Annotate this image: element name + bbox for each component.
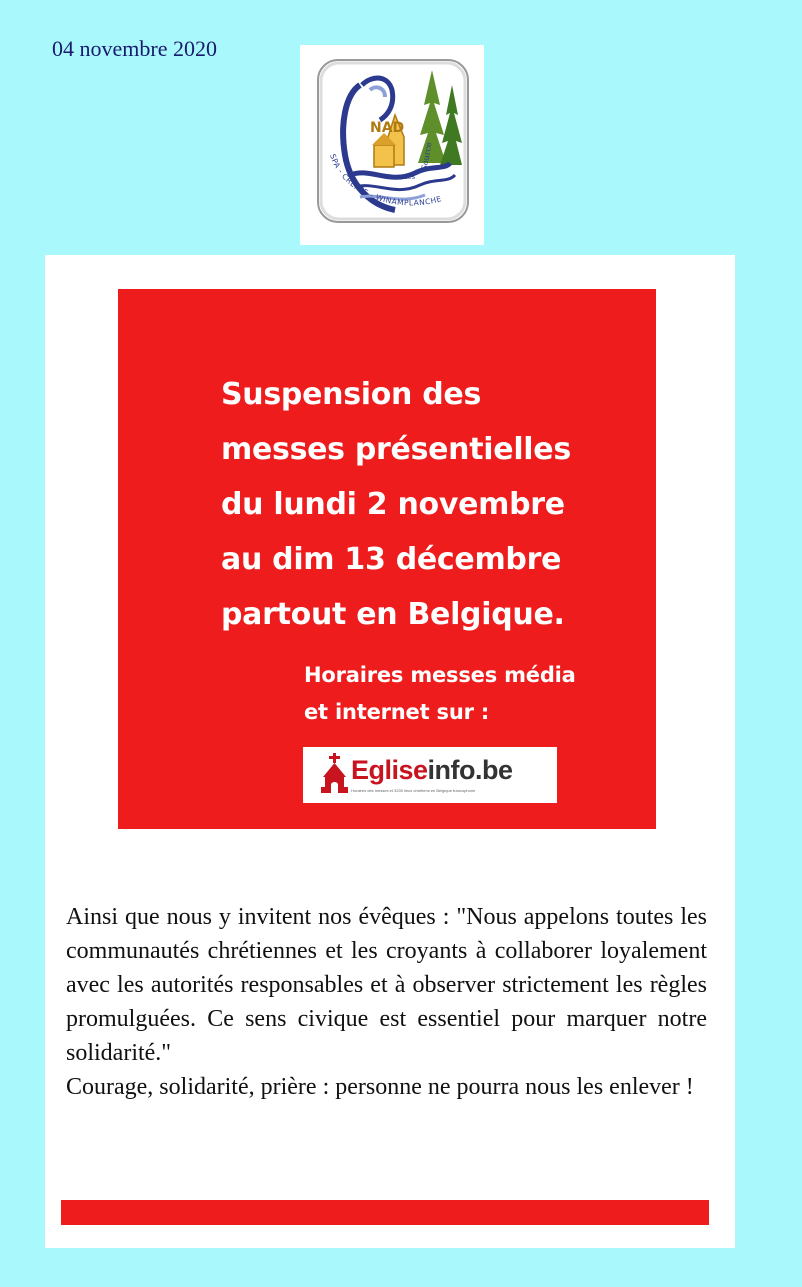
publication-date: 04 novembre 2020 [52,36,217,61]
church-icon [321,753,349,795]
announcement-poster [118,289,656,829]
egliseinfo-name-part1: Eglise [351,755,428,785]
egliseinfo-badge[interactable] [303,747,557,803]
headline-line: au dim 13 décembre [221,542,562,577]
headline-line: partout en Belgique. [221,597,565,632]
subheading-line: Horaires messes média [304,663,576,687]
logo-lettering-source: Source [419,141,434,172]
subheading-line: et internet sur : [304,700,490,724]
article-paragraph: Ainsi que nous y invitent nos évêques : "Nous appelons toutes les communautés chrétiennes et les croyants à collaborer loyalement avec les autorités responsables et à observer strictement les règles promulguées. Ce sens civique est essentiel pour marquer notre solidarité." [66,904,707,1066]
egliseinfo-name-part2: info.be [427,755,513,785]
parish-logo [300,45,484,245]
footer-red-bar: . [61,1200,709,1225]
headline-line: du lundi 2 novembre [221,487,565,522]
poster-headline [221,367,651,642]
article-paragraph: Courage, solidarité, prière : personne ne pourra nous les enlever ! [66,1074,694,1100]
headline-line: messes présentielles [221,432,571,467]
egliseinfo-tagline: Horaires des messes et 3200 lieux chrétiens en Belgique francophone [351,788,476,793]
egliseinfo-logo-text [351,754,513,786]
content-card [45,255,735,1248]
article-body [66,900,707,1104]
logo-lettering-villages: SPA - CREPPE - WINAMPLANCHE [328,152,443,208]
poster-subheading [304,657,644,731]
logo-lettering-nad: NAD [370,120,405,136]
headline-line: Suspension des [221,377,482,412]
logo-lettering-des: des [403,173,416,181]
